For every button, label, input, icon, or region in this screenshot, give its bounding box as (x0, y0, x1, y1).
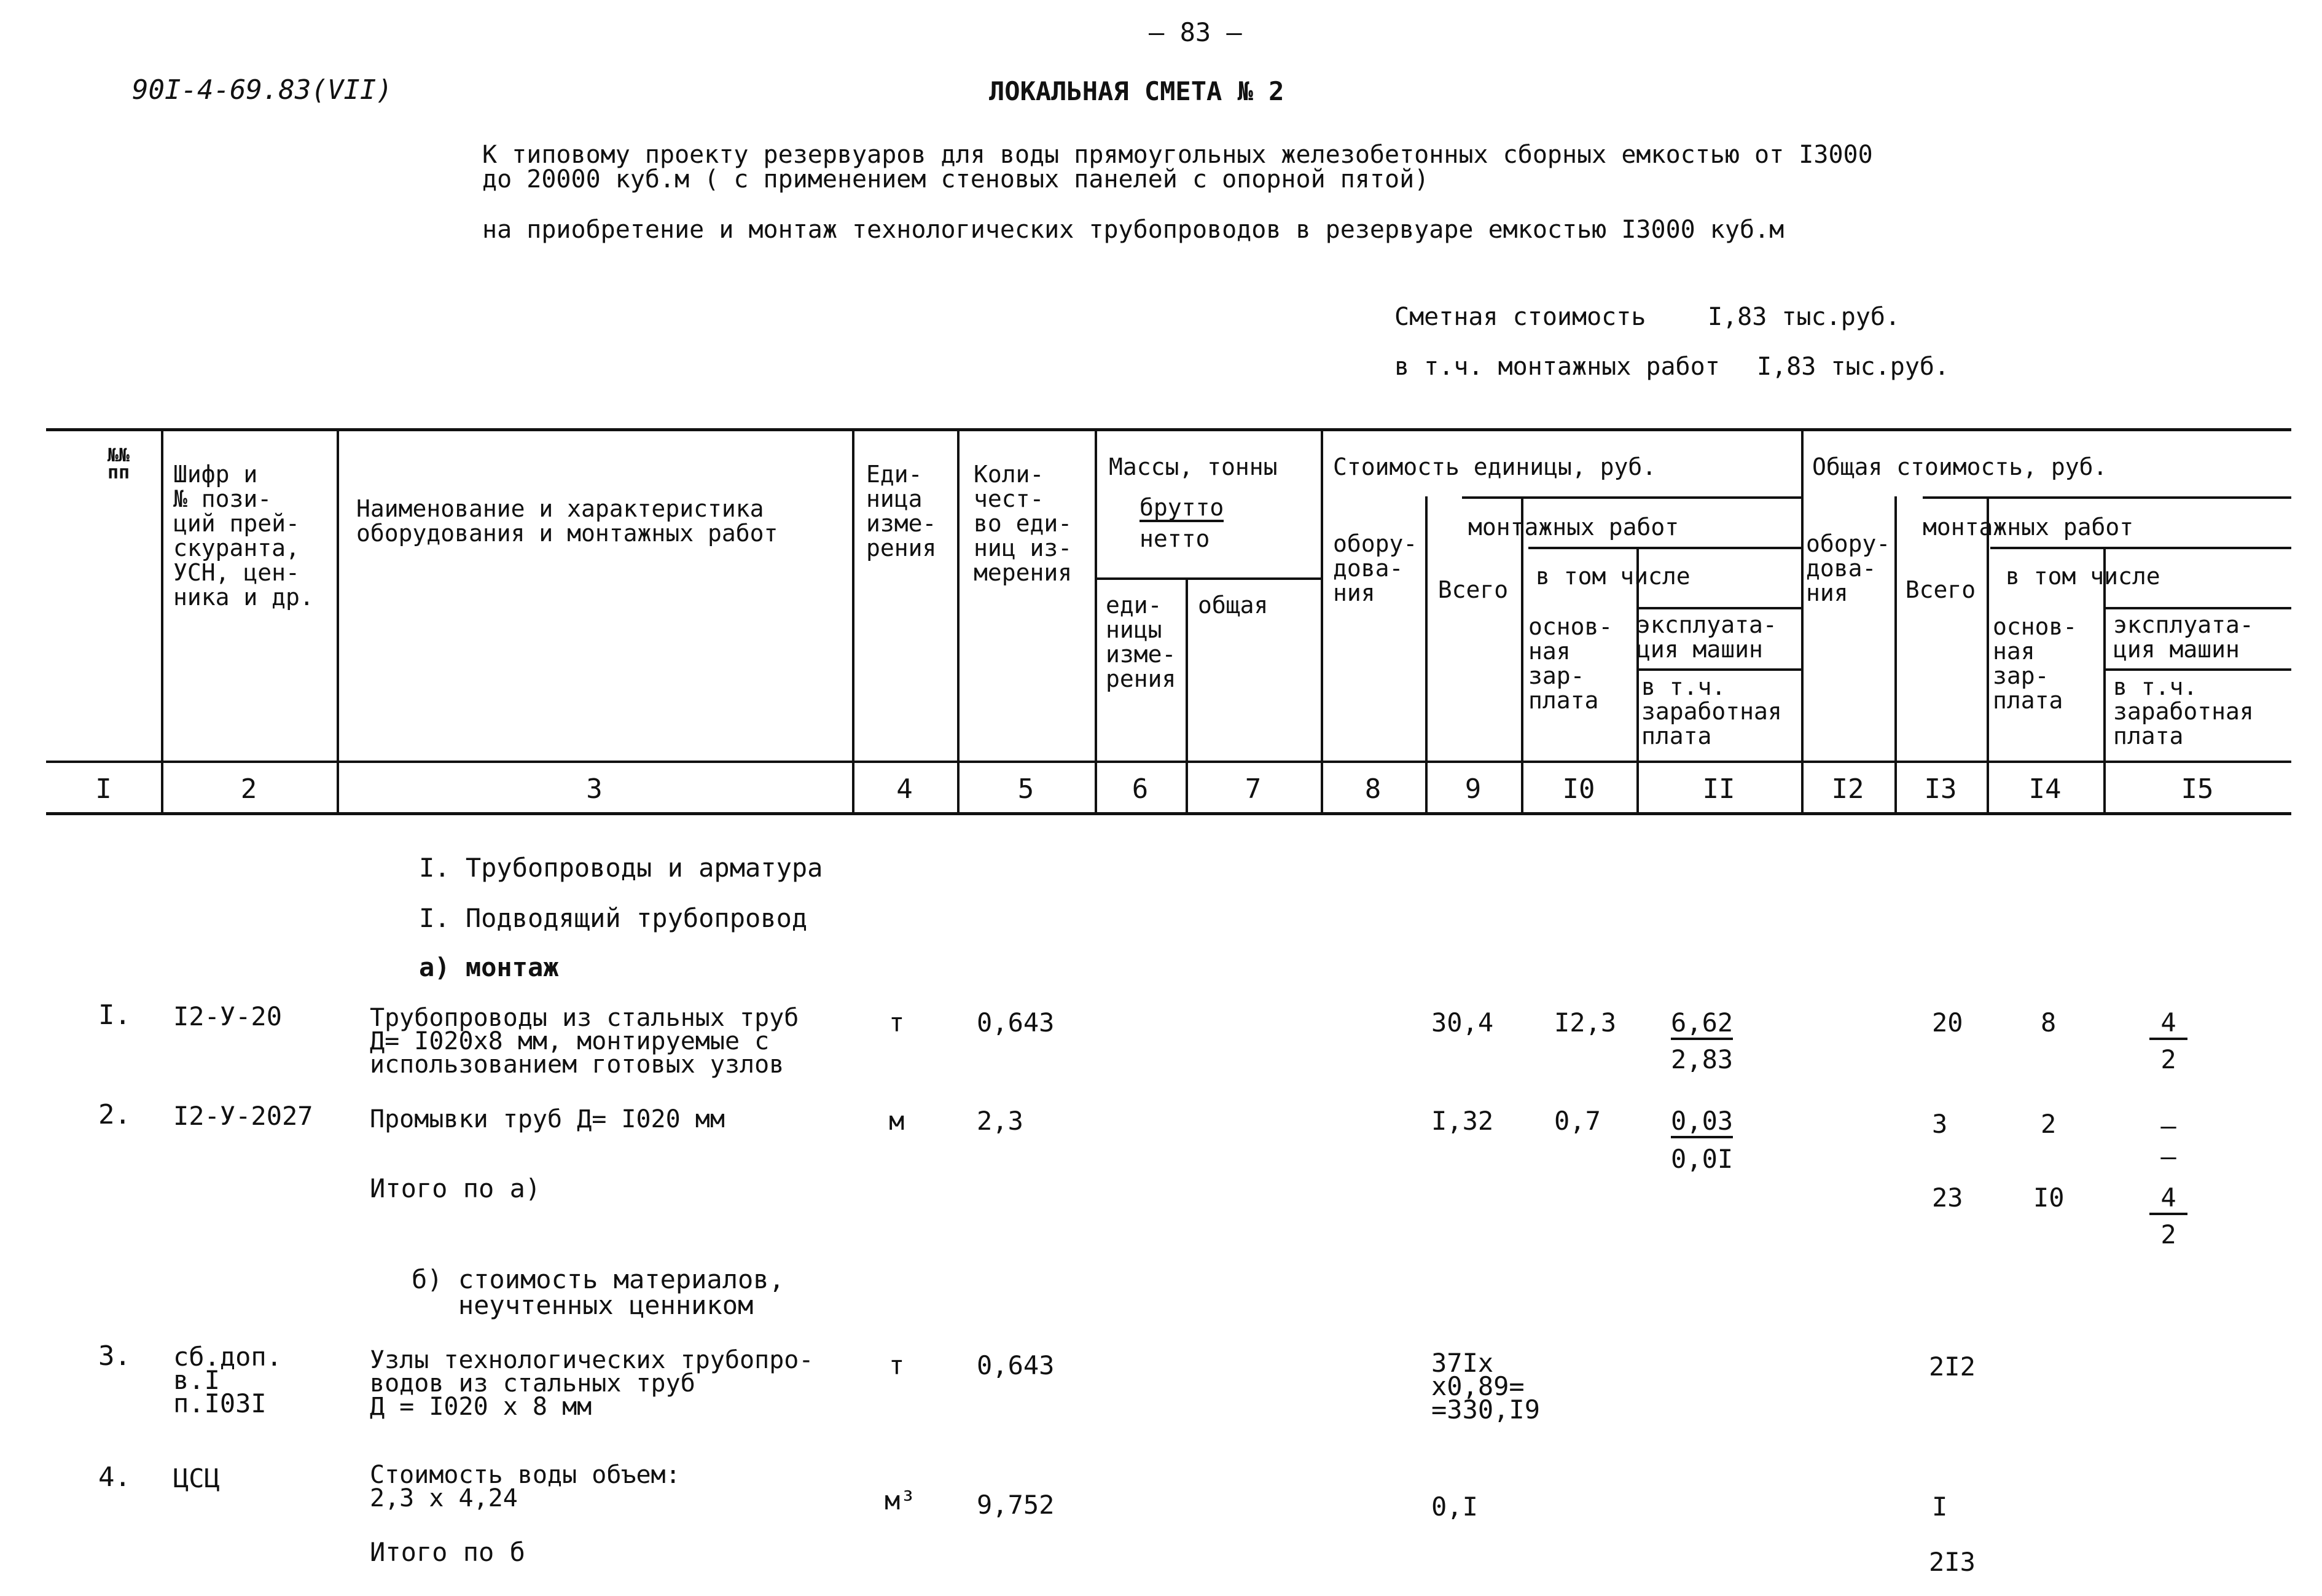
col-number: I4 (2028, 773, 2062, 805)
row-qty: 2,3 (977, 1106, 1023, 1136)
col-number: 5 (1017, 773, 1034, 805)
row-code: I2-У-20 (173, 1001, 283, 1031)
subtitle-line2: до 20000 куб.м ( с применением стеновых панелей с опорной пятой) (482, 165, 1429, 194)
row-cell-c11-top: 6,62 (1671, 1007, 1733, 1040)
row-qty: 9,752 (977, 1490, 1055, 1520)
document-code: 90I-4-69.83(VII) (132, 74, 393, 106)
header-mass-netto: нетто (1140, 525, 1210, 552)
row-cell-c11-bottom: 0,0I (1671, 1144, 1734, 1174)
document-title: ЛОКАЛЬНАЯ СМЕТА № 2 (989, 76, 1284, 106)
col-number: 7 (1245, 773, 1262, 805)
col-number: I3 (1924, 773, 1957, 805)
header-total-equipment: обору- дова- ния (1806, 530, 1891, 606)
row-code: сб.доп. в.I п.I03I (173, 1342, 283, 1418)
row-number: 3. (98, 1340, 131, 1372)
estimate-cost-label: Сметная стоимость (1394, 303, 1646, 331)
row-cell-c10: 0,7 (1554, 1106, 1601, 1136)
row-code: I2-У-2027 (173, 1101, 313, 1131)
row-number: 4. (98, 1461, 131, 1493)
header-total-cost-group: Общая стоимость, руб. (1812, 453, 2108, 480)
row-number: I. (98, 999, 131, 1031)
subsection-heading: б) стоимость материалов, неучтенных ценником (412, 1264, 784, 1320)
row-cell-c14: 8 (2041, 1007, 2057, 1038)
row-qty: 0,643 (977, 1007, 1055, 1038)
subtotal-c15-top: 4 (2149, 1183, 2187, 1215)
col-number: I2 (1831, 773, 1864, 805)
header-unit-total: Всего (1437, 576, 1509, 603)
section-heading: I. Подводящий трубопровод (419, 903, 808, 933)
col-number: 3 (586, 773, 603, 805)
header-unit-machine-ops: эксплуата- ция машин (1636, 611, 1777, 663)
col-number: I5 (2181, 773, 2214, 805)
estimate-cost-value: I,83 тыс.руб. (1708, 303, 1901, 331)
row-name: Узлы технологических трубопро- водов из стальных труб Д = I020 х 8 мм (370, 1346, 814, 1421)
row-unit: м³ (885, 1485, 916, 1516)
row-qty: 0,643 (977, 1350, 1055, 1380)
row-name: Стоимость воды объем: 2,3 х 4,24 (370, 1461, 681, 1512)
col-number: I (95, 773, 112, 805)
col-number: II (1702, 773, 1735, 805)
row-cell-c11-bottom: 2,83 (1671, 1044, 1734, 1074)
row-cell-c9: 30,4 (1431, 1007, 1494, 1038)
col-number: I0 (1562, 773, 1595, 805)
row-cell-c15-top: – (2160, 1111, 2176, 1141)
row-cell-c13: 20 (1932, 1007, 1963, 1038)
row-cell-c12: 2I2 (1929, 1352, 1976, 1382)
subtotal-c15-bottom: 2 (2160, 1219, 2176, 1250)
installation-label: в т.ч. монтажных работ (1394, 353, 1720, 381)
header-col4: Еди- ница изме- рения (866, 461, 937, 561)
header-total-total: Всего (1905, 576, 1976, 603)
header-col2: Шифр и № пози- ций прей- скуранта, УСН, цен- ника и др. (173, 461, 314, 611)
col-number: 8 (1364, 773, 1382, 805)
row-cell-c10: I2,3 (1554, 1007, 1617, 1038)
header-col7: общая (1198, 592, 1268, 619)
header-unit-install-works: монтажных работ (1468, 514, 1679, 541)
row-name: Трубопроводы из стальных труб Д= I020х8 мм, монтируемые с использованием готовых узлов (370, 1004, 799, 1079)
header-total-incl: в том числе (2006, 563, 2160, 590)
row-number: 2. (98, 1099, 131, 1130)
subsection-heading: а) монтаж (419, 952, 559, 982)
row-cell-c11-top: 0,03 (1671, 1106, 1733, 1138)
row-cell-c8: 0,I (1431, 1492, 1478, 1522)
page-number: – 83 – (1149, 17, 1242, 47)
row-cell-c9: I,32 (1431, 1106, 1494, 1136)
row-unit: м (889, 1106, 905, 1136)
subtotal-label: Итого по б (370, 1537, 525, 1567)
subtotal-c13: 23 (1932, 1183, 1963, 1213)
col-number: 4 (896, 773, 913, 805)
row-cell-c15-bottom: – (2160, 1141, 2176, 1172)
row-cell-c8: 37Iх х0,89= =330,I9 (1431, 1348, 1541, 1425)
header-col5: Коли- чест- во еди- ниц из- мерения (974, 461, 1073, 586)
header-unit-cost-group: Стоимость единицы, руб. (1333, 453, 1657, 480)
header-unit-incl-salary: в т.ч. заработная плата (1641, 673, 1782, 749)
col-number: 9 (1464, 773, 1482, 805)
subtotal-c14: I0 (2033, 1183, 2065, 1213)
installation-value: I,83 тыс.руб. (1757, 353, 1950, 381)
header-unit-incl: в том числе (1536, 563, 1691, 590)
header-unit-basic-salary: основ- ная зар- плата (1528, 613, 1613, 714)
subtotal-label: Итого по а) (370, 1173, 541, 1203)
col-number: 2 (240, 773, 257, 805)
section-heading: I. Трубопроводы и арматура (419, 853, 823, 883)
header-col1: №№ пп (108, 445, 130, 483)
header-mass-brutto: брутто (1140, 494, 1224, 521)
row-unit: т (889, 1350, 905, 1380)
header-total-incl-salary: в т.ч. заработная плата (2113, 673, 2254, 749)
header-total-basic-salary: основ- ная зар- плата (1993, 613, 2078, 714)
subtitle-line1: К типовому проекту резервуаров для воды прямоугольных железобетонных сборных емкостью от I3000 (482, 141, 1873, 169)
row-cell-c12: I (1932, 1492, 1948, 1522)
row-name: Промывки труб Д= I020 мм (370, 1105, 725, 1133)
purpose-line: на приобретение и монтаж технологических трубопроводов в резервуаре емкостью I3000 куб.м (482, 216, 1784, 244)
subtotal-c12: 2I3 (1929, 1547, 1976, 1577)
row-code: ЦСЦ (173, 1463, 220, 1493)
header-unit-equipment: обору- дова- ния (1333, 530, 1418, 606)
header-total-install-works: монтажных работ (1923, 514, 2134, 541)
row-cell-c13: 3 (1932, 1109, 1948, 1139)
col-number: 6 (1132, 773, 1149, 805)
header-total-machine-ops: эксплуата- ция машин (2113, 611, 2254, 663)
row-cell-c15-bottom: 2 (2160, 1044, 2176, 1074)
row-cell-c15-top: 4 (2149, 1007, 2187, 1040)
row-unit: т (889, 1007, 905, 1038)
row-cell-c14: 2 (2041, 1109, 2057, 1139)
header-col6: еди- ницы изме- рения (1106, 592, 1176, 692)
header-mass-group: Массы, тонны (1109, 453, 1278, 480)
header-col3: Наименование и характеристика оборудования и монтажных работ (356, 495, 778, 547)
